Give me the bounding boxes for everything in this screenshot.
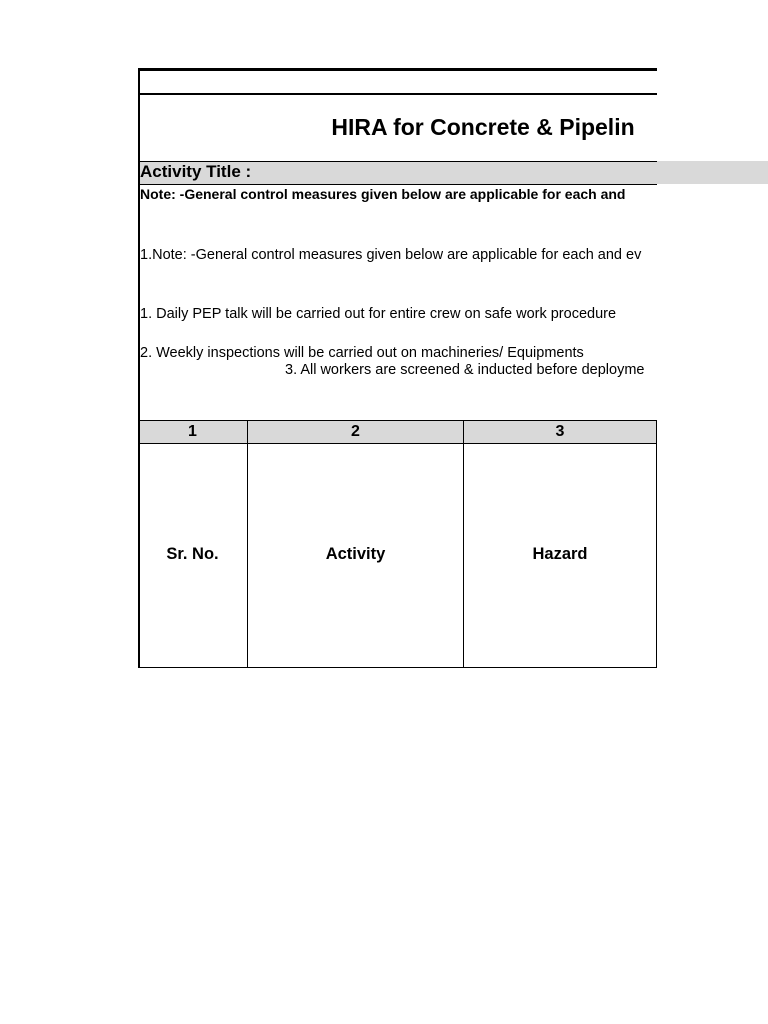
- hira-sheet: [138, 68, 657, 668]
- page-title: HIRA for Concrete & Pipelin: [331, 114, 635, 140]
- measure-3: 3. All workers are screened & inducted before deployme: [285, 362, 645, 378]
- measure-1: 1. Daily PEP talk will be carried out for entire crew on safe work procedure: [140, 306, 617, 322]
- column-number-2: 2: [351, 423, 360, 440]
- title-top-rule: [138, 93, 657, 95]
- numbered-note: 1.Note: -General control measures given below are applicable for each and ev: [140, 247, 642, 263]
- activity-bottom-rule: [138, 184, 657, 185]
- top-border: [138, 68, 657, 71]
- general-note: Note: -General control measures given below are applicable for each and: [140, 186, 626, 202]
- table-bottom-rule: [138, 667, 657, 668]
- column-number-3: 3: [555, 423, 565, 440]
- header-activity: Activity: [325, 545, 386, 563]
- column-divider-3: [656, 420, 657, 668]
- sheet-viewport: [138, 68, 657, 668]
- column-divider-2: [463, 420, 464, 668]
- header-hazard: Hazard: [532, 545, 588, 563]
- header-sr-no: Sr. No.: [166, 545, 219, 563]
- measure-2: 2. Weekly inspections will be carried out on machineries/ Equipments: [140, 345, 584, 361]
- column-number-1: 1: [188, 423, 197, 440]
- activity-title-band: [656, 161, 768, 184]
- left-border: [138, 68, 140, 668]
- number-row-bottom-rule: [138, 443, 657, 444]
- column-divider-1: [247, 420, 248, 668]
- activity-title-label: Activity Title :: [140, 162, 252, 181]
